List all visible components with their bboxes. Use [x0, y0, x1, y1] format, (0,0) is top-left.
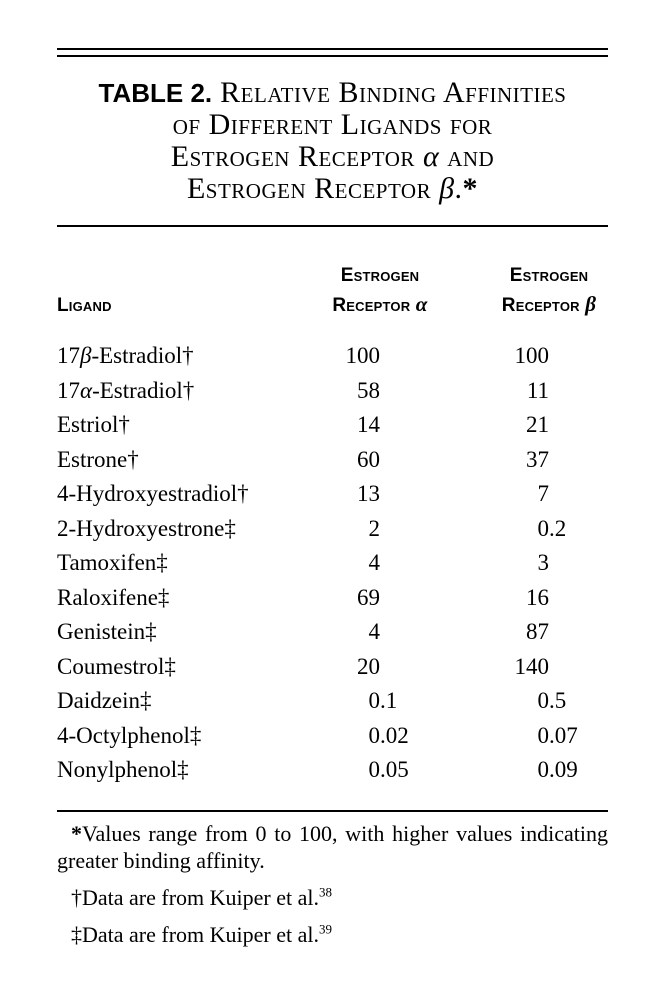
beta-int: 7 [537, 481, 549, 506]
ligand-cell [57, 374, 297, 409]
er-alpha-receptor-text: Receptor [332, 295, 416, 316]
ligand-text: Coumestrol‡ [57, 653, 176, 679]
beta-int: 3 [537, 550, 549, 575]
title-line-1 [57, 77, 608, 109]
table-header [57, 227, 608, 339]
beta-greek-letter: β [439, 172, 455, 205]
table-row [57, 374, 608, 409]
beta-int: 37 [526, 446, 549, 472]
table-row [57, 546, 608, 581]
alpha-int: 4 [368, 550, 380, 575]
title-period: . [454, 172, 463, 205]
ligand-cell [57, 719, 297, 754]
footnote-double-dagger [57, 921, 608, 948]
alpha-frac [380, 650, 440, 685]
ligand-cell [57, 443, 297, 478]
table-body [57, 339, 608, 788]
table-row [57, 443, 608, 478]
ligand-text: 17 [57, 343, 80, 368]
er-alpha-value [297, 512, 440, 547]
table-row [57, 581, 608, 616]
alpha-header-greek-letter: α [415, 292, 428, 316]
er-beta-header-line-2 [469, 290, 629, 320]
table-row [57, 408, 608, 443]
er-alpha-value [297, 615, 440, 650]
alpha-greek-letter: α [422, 140, 440, 173]
beta-frac [549, 374, 608, 409]
beta-header-greek-letter: β [585, 292, 597, 316]
er-beta-value [440, 719, 608, 754]
alpha-int: 4 [368, 619, 380, 644]
alpha-frac [380, 581, 440, 616]
reference-38: 38 [319, 884, 332, 900]
title-line-2: of Different Ligands for [172, 108, 493, 141]
table-row [57, 753, 608, 788]
er-beta-receptor-text: Receptor [501, 295, 586, 316]
ligand-cell [57, 581, 297, 616]
ligand-text: Tamoxifen‡ [57, 550, 168, 575]
ligand-text: Genistein‡ [57, 619, 157, 644]
alpha-int: 2 [368, 515, 380, 541]
beta-int: 100 [514, 343, 549, 368]
footnote-star-text: Values range from 0 to 100, with higher values indicating greater binding affinity. [57, 820, 608, 873]
footnote-dagger-text: Data are from Kuiper et al. [82, 884, 319, 910]
alpha-frac [380, 512, 440, 547]
ligand-cell [57, 546, 297, 581]
beta-frac: .09 [549, 757, 578, 782]
table-row [57, 615, 608, 650]
alpha-frac [380, 477, 440, 512]
beta-frac [549, 650, 608, 685]
ligand-cell [57, 615, 297, 650]
greek-letter: β [80, 343, 92, 368]
title-line-4-text: Estrogen Receptor [186, 172, 440, 205]
alpha-int: 69 [357, 584, 380, 610]
er-alpha-value [297, 719, 440, 754]
ligand-text: -Estradiol† [91, 343, 194, 368]
beta-frac [549, 581, 608, 616]
ligand-text: 4-Octylphenol‡ [57, 722, 202, 748]
er-beta-value [440, 615, 608, 650]
er-alpha-value [297, 581, 440, 616]
title-line-4 [57, 173, 608, 205]
alpha-int: 0 [368, 688, 380, 713]
er-beta-value [440, 477, 608, 512]
alpha-frac [380, 408, 440, 443]
beta-int: 0 [537, 515, 549, 541]
er-beta-value [440, 581, 608, 616]
double-dagger-symbol: ‡ [71, 921, 82, 947]
footnotes [57, 820, 608, 948]
beta-int: 21 [526, 412, 549, 437]
table-title [57, 77, 608, 205]
er-beta-value [440, 339, 608, 374]
alpha-frac [380, 546, 440, 581]
er-alpha-header-line-2 [300, 290, 460, 320]
alpha-int: 0 [368, 722, 380, 748]
dagger-symbol: † [71, 884, 82, 910]
beta-int: 0 [537, 757, 549, 782]
beta-int: 11 [526, 377, 549, 403]
beta-frac: .2 [549, 515, 567, 541]
table-row [57, 684, 608, 719]
beta-int: 0 [537, 688, 549, 713]
ligand-cell [57, 477, 297, 512]
alpha-frac: .02 [380, 722, 409, 748]
er-alpha-value [297, 753, 440, 788]
ligand-cell [57, 650, 297, 685]
er-beta-value [440, 374, 608, 409]
asterisk-symbol: * [71, 820, 82, 846]
ligand-cell [57, 684, 297, 719]
beta-int: 140 [514, 653, 549, 679]
alpha-frac: .05 [380, 757, 409, 782]
bottom-rule [57, 810, 608, 812]
ligand-text: Nonylphenol‡ [57, 757, 189, 782]
table-row [57, 339, 608, 374]
ligand-text: 4-Hydroxyestradiol† [57, 481, 249, 506]
er-alpha-value [297, 374, 440, 409]
alpha-frac [380, 374, 440, 409]
ligand-cell [57, 512, 297, 547]
alpha-int: 60 [357, 446, 380, 472]
footnote-double-dagger-text: Data are from Kuiper et al. [82, 921, 319, 947]
alpha-frac [380, 443, 440, 478]
beta-frac [549, 339, 608, 374]
beta-int: 0 [537, 722, 549, 748]
ligand-cell [57, 753, 297, 788]
alpha-frac [380, 339, 440, 374]
er-alpha-value [297, 408, 440, 443]
beta-frac [549, 408, 608, 443]
reference-39: 39 [319, 921, 332, 937]
er-alpha-value [297, 339, 440, 374]
table-row [57, 477, 608, 512]
alpha-int: 0 [368, 757, 380, 782]
alpha-int: 13 [357, 481, 380, 506]
ligand-text: Estriol† [57, 412, 130, 437]
ligand-cell [57, 408, 297, 443]
top-double-rule [57, 48, 608, 57]
beta-frac [549, 546, 608, 581]
er-beta-value [440, 546, 608, 581]
table-number-label: TABLE 2. [98, 78, 213, 108]
er-alpha-value [297, 546, 440, 581]
er-alpha-value [297, 650, 440, 685]
er-alpha-value [297, 684, 440, 719]
footnote-star [57, 820, 608, 874]
ligand-text: Estrone† [57, 446, 139, 472]
ligand-text: -Estradiol† [92, 377, 195, 403]
ligand-cell [57, 339, 297, 374]
title-line-1-text: Relative Binding Affinities [212, 76, 567, 109]
greek-letter: α [80, 377, 93, 403]
ligand-column-header: Ligand [57, 295, 112, 316]
alpha-int: 20 [357, 653, 380, 679]
title-line-3-tail: and [439, 140, 495, 173]
alpha-frac [380, 615, 440, 650]
beta-frac [549, 443, 608, 478]
er-beta-value [440, 684, 608, 719]
alpha-frac: .1 [380, 688, 398, 713]
table-row [57, 650, 608, 685]
er-beta-column-header [469, 261, 629, 320]
er-beta-value [440, 408, 608, 443]
er-beta-value [440, 753, 608, 788]
er-alpha-value [297, 443, 440, 478]
beta-int: 16 [526, 584, 549, 610]
table-sheet [57, 0, 608, 958]
beta-frac [549, 615, 608, 650]
er-beta-header-line-1: Estrogen [509, 265, 589, 286]
er-beta-value [440, 650, 608, 685]
alpha-int: 100 [345, 343, 380, 368]
er-alpha-header-line-1: Estrogen [340, 265, 420, 286]
ligand-text: 2-Hydroxyestrone‡ [57, 515, 236, 541]
title-line-3 [57, 141, 608, 173]
alpha-int: 14 [357, 412, 380, 437]
er-beta-value [440, 443, 608, 478]
beta-int: 87 [526, 619, 549, 644]
ligand-text: Raloxifene‡ [57, 584, 170, 610]
footnote-dagger [57, 884, 608, 911]
beta-frac: .07 [549, 722, 578, 748]
title-line-3-text: Estrogen Receptor [170, 140, 423, 173]
beta-frac [549, 477, 608, 512]
table-row [57, 512, 608, 547]
er-alpha-column-header [300, 261, 460, 320]
er-beta-value [440, 512, 608, 547]
beta-frac: .5 [549, 688, 567, 713]
alpha-int: 58 [357, 377, 380, 403]
footnote-star-marker: * [462, 172, 479, 205]
ligand-text: Daidzein‡ [57, 688, 152, 713]
ligand-text: 17 [57, 377, 80, 403]
table-row [57, 719, 608, 754]
er-alpha-value [297, 477, 440, 512]
